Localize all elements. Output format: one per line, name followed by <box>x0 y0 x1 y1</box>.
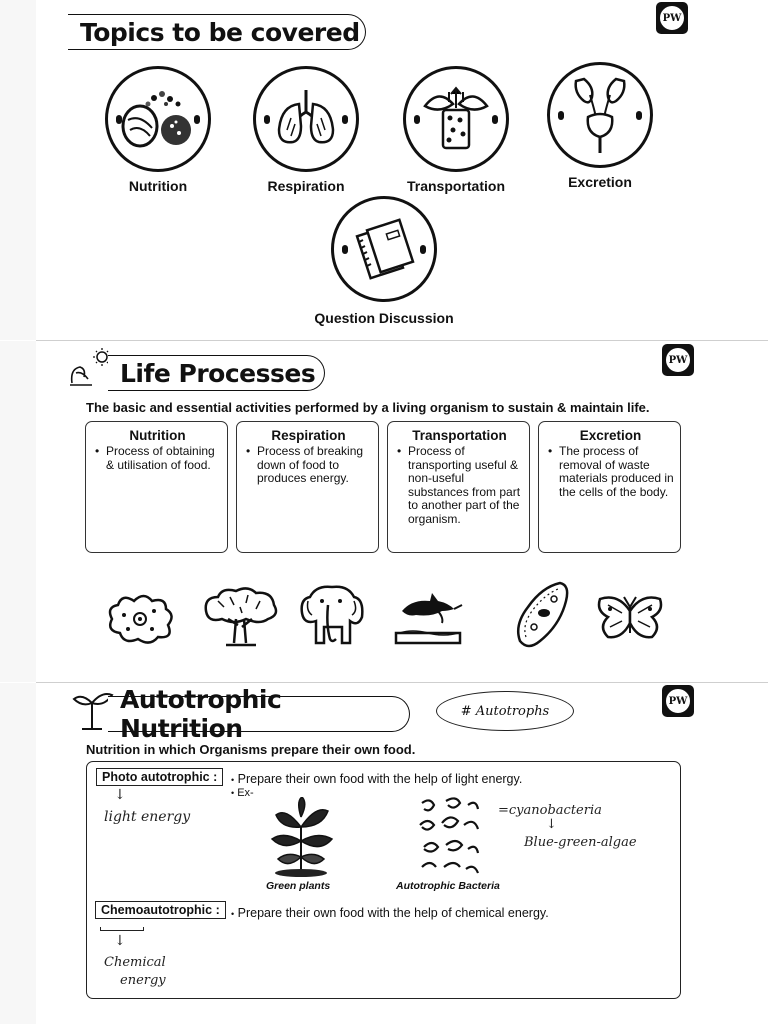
handwritten-cyanobacteria: =cyanobacteria <box>498 803 602 818</box>
pw-logo-icon: PW <box>662 344 694 376</box>
notebook-icon <box>331 196 437 302</box>
topic-label: Respiration <box>267 178 345 194</box>
slide-title-life-processes: Life Processes <box>108 355 325 391</box>
handwritten-arrow-down: ↓ <box>546 817 557 832</box>
lungs-icon <box>253 66 359 172</box>
photo-autotrophic-tag: Photo autotrophic : <box>96 768 223 786</box>
card-heading: Excretion <box>579 428 642 443</box>
pw-logo-icon: PW <box>662 685 694 717</box>
topic-label: Question Discussion <box>314 310 454 326</box>
card-text: • Process of obtaining & utilisation of food. <box>94 445 221 472</box>
nutrition-icon <box>105 66 211 172</box>
life-processes-definition: The basic and essential activities performed by a living organism to sustain & maintain life. <box>86 400 650 415</box>
handwritten-arrow: ↓ <box>114 787 126 803</box>
topic-label: Nutrition <box>128 178 188 194</box>
example-label: • Ex- <box>231 787 254 799</box>
dolphin-icon <box>392 581 466 649</box>
kidney-icon <box>547 62 653 168</box>
card-text: • Process of transporting useful & non-useful substances from part to another part of the organism. <box>396 445 523 527</box>
chemoautotrophic-tag: Chemoautotrophic : <box>95 901 226 919</box>
tree-icon <box>200 585 280 649</box>
topic-excretion <box>530 62 670 190</box>
green-plants-image <box>266 797 336 877</box>
slide-title-autotrophic: Autotrophic Nutrition <box>108 696 410 732</box>
pw-logo-icon: PW <box>656 2 688 34</box>
slide-topics <box>0 0 768 340</box>
autotrophic-definition: Nutrition in which Organisms prepare their own food. <box>86 742 416 757</box>
photo-autotrophic-desc: • Prepare their own food with the help of light energy. <box>231 772 523 786</box>
slide-autotrophic-nutrition <box>0 683 768 1024</box>
amoeba-icon <box>104 591 178 647</box>
butterfly-icon <box>596 593 664 643</box>
slide-title-topics: Topics to be covered <box>68 14 366 50</box>
green-plants-caption: Green plants <box>266 880 331 892</box>
handwritten-light-energy: light energy <box>104 809 191 825</box>
card-excretion <box>538 421 681 553</box>
slide-life-processes <box>0 341 768 682</box>
autotrophic-bacteria-image <box>416 795 480 877</box>
handwritten-chemical: Chemical <box>104 955 166 970</box>
topic-transportation <box>386 66 526 194</box>
handwritten-blue-green-algae: Blue-green-algae <box>524 835 637 850</box>
autotrophic-bacteria-caption: Autotrophic Bacteria <box>396 880 500 892</box>
card-transportation <box>387 421 530 553</box>
card-text: • Process of breaking down of food to produces energy. <box>245 445 372 486</box>
handwritten-underline <box>100 927 144 931</box>
elephant-icon <box>296 581 368 651</box>
sprout-sun-icon <box>66 347 112 387</box>
card-heading: Nutrition <box>129 428 186 443</box>
plant-transport-icon <box>403 66 509 172</box>
handwritten-autotrophs-bubble: # Autotrophs <box>436 691 574 731</box>
card-heading: Transportation <box>412 428 507 443</box>
topic-respiration <box>236 66 376 194</box>
topic-label: Transportation <box>406 178 505 194</box>
handwritten-energy: energy <box>120 973 166 988</box>
chemoautotrophic-desc: • Prepare their own food with the help of chemical energy. <box>231 906 549 920</box>
card-heading: Respiration <box>271 428 346 443</box>
card-nutrition <box>85 421 228 553</box>
topic-nutrition <box>88 66 228 194</box>
card-respiration <box>236 421 379 553</box>
autotrophic-types-box <box>86 761 681 999</box>
card-text: • The process of removal of waste materials produced in the cells of the body. <box>547 445 674 499</box>
topic-label: Excretion <box>568 174 632 190</box>
topic-question-discussion <box>286 196 482 326</box>
paramecium-icon <box>512 579 572 651</box>
handwritten-arrow: ↓ <box>114 933 126 949</box>
